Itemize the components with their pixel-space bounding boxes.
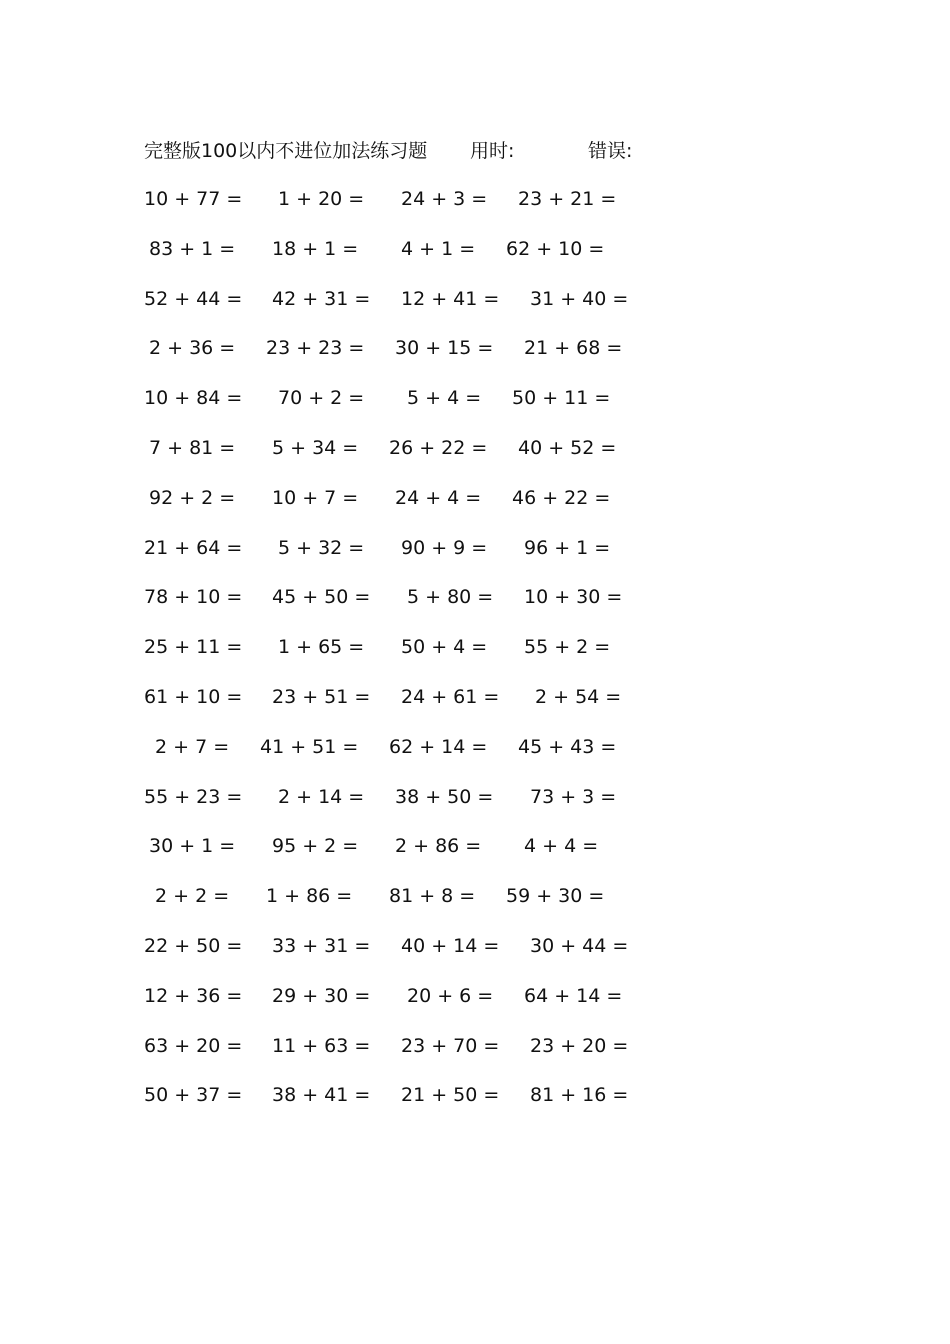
problem-cell: 18 + 1 = <box>272 237 359 260</box>
problem-cell: 24 + 61 = <box>401 685 500 708</box>
problem-cell: 90 + 9 = <box>401 536 488 559</box>
problem-row <box>144 881 664 931</box>
problem-cell: 5 + 32 = <box>278 536 365 559</box>
problem-cell: 21 + 64 = <box>144 536 243 559</box>
problem-row <box>144 632 664 682</box>
problem-cell: 59 + 30 = <box>506 885 605 908</box>
time-label: 用时: <box>470 140 515 162</box>
problem-cell: 70 + 2 = <box>278 387 365 410</box>
problem-row <box>144 483 664 533</box>
problem-cell: 1 + 86 = <box>266 885 353 908</box>
problem-cell: 5 + 4 = <box>407 387 482 410</box>
problem-cell: 20 + 6 = <box>407 984 494 1007</box>
problem-cell: 73 + 3 = <box>530 785 617 808</box>
problem-cell: 10 + 7 = <box>272 486 359 509</box>
problem-cell: 55 + 2 = <box>524 636 611 659</box>
problem-cell: 26 + 22 = <box>389 436 488 459</box>
worksheet-title: 完整版100以内不进位加法练习题 <box>144 140 428 162</box>
problem-cell: 4 + 4 = <box>524 835 599 858</box>
problem-row <box>144 782 664 832</box>
problem-cell: 23 + 21 = <box>518 188 617 210</box>
problem-row <box>144 533 664 583</box>
problem-row <box>144 1080 664 1130</box>
problem-cell: 4 + 1 = <box>401 237 476 260</box>
problem-cell: 1 + 20 = <box>278 188 365 210</box>
problem-grid <box>144 184 664 1130</box>
problem-cell: 78 + 10 = <box>144 586 243 609</box>
problem-cell: 46 + 22 = <box>512 486 611 509</box>
problem-cell: 33 + 31 = <box>272 934 371 957</box>
problem-cell: 10 + 30 = <box>524 586 623 609</box>
problem-cell: 7 + 81 = <box>149 436 236 459</box>
problem-cell: 62 + 14 = <box>389 735 488 758</box>
problem-cell: 23 + 51 = <box>272 685 371 708</box>
problem-row <box>144 732 664 782</box>
problem-cell: 25 + 11 = <box>144 636 243 659</box>
problem-cell: 83 + 1 = <box>149 237 236 260</box>
problem-row <box>144 831 664 881</box>
problem-row <box>144 682 664 732</box>
problem-cell: 63 + 20 = <box>144 1034 243 1057</box>
problem-cell: 21 + 50 = <box>401 1084 500 1107</box>
problem-cell: 40 + 14 = <box>401 934 500 957</box>
problem-cell: 38 + 50 = <box>395 785 494 808</box>
error-label: 错误: <box>588 140 633 162</box>
problem-row <box>144 284 664 334</box>
problem-row <box>144 333 664 383</box>
problem-row <box>144 383 664 433</box>
problem-cell: 42 + 31 = <box>272 287 371 310</box>
problem-cell: 30 + 44 = <box>530 934 629 957</box>
problem-cell: 30 + 1 = <box>149 835 236 858</box>
problem-cell: 23 + 20 = <box>530 1034 629 1057</box>
problem-cell: 10 + 77 = <box>144 188 243 210</box>
problem-cell: 12 + 41 = <box>401 287 500 310</box>
problem-cell: 2 + 86 = <box>395 835 482 858</box>
problem-row <box>144 582 664 632</box>
problem-cell: 62 + 10 = <box>506 237 605 260</box>
problem-row <box>144 433 664 483</box>
problem-cell: 12 + 36 = <box>144 984 243 1007</box>
problem-cell: 96 + 1 = <box>524 536 611 559</box>
problem-cell: 22 + 50 = <box>144 934 243 957</box>
problem-cell: 38 + 41 = <box>272 1084 371 1107</box>
problem-cell: 50 + 11 = <box>512 387 611 410</box>
problem-row <box>144 931 664 981</box>
problem-cell: 23 + 70 = <box>401 1034 500 1057</box>
problem-row <box>144 1031 664 1081</box>
problem-cell: 55 + 23 = <box>144 785 243 808</box>
problem-cell: 40 + 52 = <box>518 436 617 459</box>
problem-cell: 24 + 3 = <box>401 188 488 210</box>
problem-cell: 1 + 65 = <box>278 636 365 659</box>
problem-row <box>144 184 664 234</box>
problem-cell: 31 + 40 = <box>530 287 629 310</box>
problem-row <box>144 981 664 1031</box>
problem-cell: 2 + 14 = <box>278 785 365 808</box>
problem-cell: 2 + 7 = <box>155 735 230 758</box>
problem-cell: 2 + 36 = <box>149 337 236 360</box>
problem-cell: 50 + 4 = <box>401 636 488 659</box>
problem-cell: 2 + 2 = <box>155 885 230 908</box>
problem-cell: 64 + 14 = <box>524 984 623 1007</box>
problem-cell: 81 + 8 = <box>389 885 476 908</box>
problem-cell: 24 + 4 = <box>395 486 482 509</box>
problem-cell: 21 + 68 = <box>524 337 623 360</box>
problem-cell: 95 + 2 = <box>272 835 359 858</box>
problem-cell: 5 + 80 = <box>407 586 494 609</box>
problem-cell: 92 + 2 = <box>149 486 236 509</box>
problem-cell: 45 + 50 = <box>272 586 371 609</box>
problem-cell: 61 + 10 = <box>144 685 243 708</box>
problem-cell: 10 + 84 = <box>144 387 243 410</box>
problem-cell: 30 + 15 = <box>395 337 494 360</box>
worksheet-header <box>144 136 704 166</box>
problem-cell: 29 + 30 = <box>272 984 371 1007</box>
problem-cell: 11 + 63 = <box>272 1034 371 1057</box>
problem-cell: 23 + 23 = <box>266 337 365 360</box>
problem-cell: 5 + 34 = <box>272 436 359 459</box>
problem-cell: 45 + 43 = <box>518 735 617 758</box>
problem-cell: 52 + 44 = <box>144 287 243 310</box>
problem-cell: 50 + 37 = <box>144 1084 243 1107</box>
problem-cell: 2 + 54 = <box>535 685 622 708</box>
problem-cell: 41 + 51 = <box>260 735 359 758</box>
problem-cell: 81 + 16 = <box>530 1084 629 1107</box>
problem-row <box>144 234 664 284</box>
